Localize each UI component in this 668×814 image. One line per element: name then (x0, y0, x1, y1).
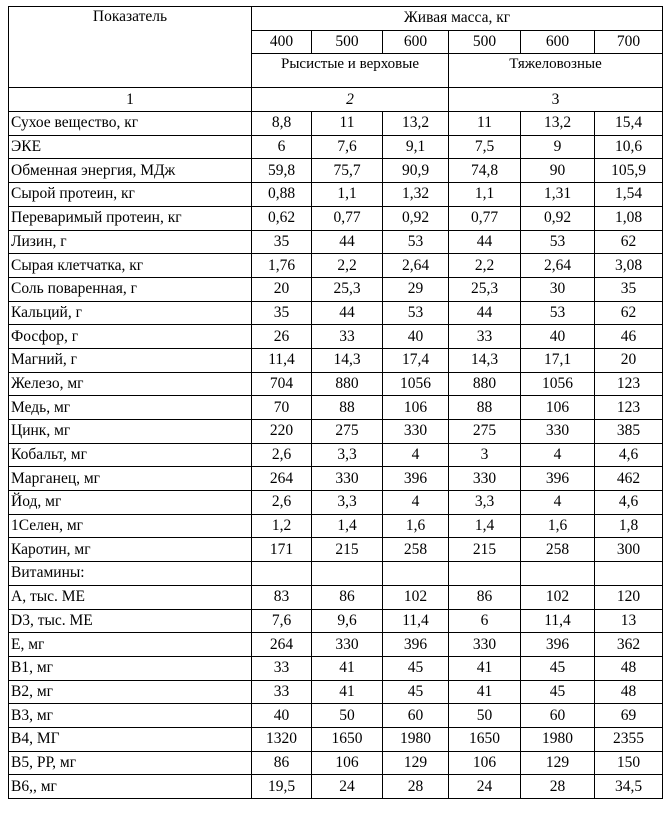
row-value: 330 (449, 633, 521, 657)
row-value: 25,3 (449, 277, 521, 301)
row-value: 62 (595, 301, 663, 325)
table-row (9, 254, 663, 278)
row-value: 45 (521, 680, 595, 704)
row-value: 462 (595, 467, 663, 491)
row-value: 41 (449, 656, 521, 680)
row-value: 1,6 (521, 514, 595, 538)
table-row (9, 277, 663, 301)
row-value: 1980 (383, 727, 449, 751)
row-value: 11,4 (252, 348, 312, 372)
row-value: 275 (312, 420, 383, 444)
row-value: 120 (595, 585, 663, 609)
row-value: 129 (521, 751, 595, 775)
row-value: 88 (312, 396, 383, 420)
row-value: 264 (252, 633, 312, 657)
row-label: Железо, мг (9, 372, 252, 396)
row-value: 2,64 (521, 254, 595, 278)
row-label: Марганец, мг (9, 467, 252, 491)
row-label: Цинк, мг (9, 420, 252, 444)
row-value: 48 (595, 680, 663, 704)
row-label: Сырая клетчатка, кг (9, 254, 252, 278)
row-value: 330 (312, 467, 383, 491)
row-value: 4 (383, 443, 449, 467)
header-parameter: Показатель (9, 7, 252, 88)
row-value: 1056 (521, 372, 595, 396)
row-label: Сырой протеин, кг (9, 183, 252, 207)
header-weight-500: 500 (312, 30, 383, 54)
row-label: В2, мг (9, 680, 252, 704)
row-value: 106 (449, 751, 521, 775)
row-value: 19,5 (252, 775, 312, 799)
table-row (9, 443, 663, 467)
row-value: 14,3 (312, 348, 383, 372)
row-label: Магний, г (9, 348, 252, 372)
row-value: 14,3 (449, 348, 521, 372)
row-label: В6,, мг (9, 775, 252, 799)
row-value: 1,08 (595, 206, 663, 230)
row-value: 48 (595, 656, 663, 680)
row-value: 4 (521, 491, 595, 515)
row-value: 0,92 (383, 206, 449, 230)
row-value: 0,77 (449, 206, 521, 230)
table-row (9, 491, 663, 515)
row-value: 4,6 (595, 491, 663, 515)
row-label: 1Селен, мг (9, 514, 252, 538)
row-value: 1,2 (252, 514, 312, 538)
row-value: 1,8 (595, 514, 663, 538)
row-value: 106 (383, 396, 449, 420)
row-value: 34,5 (595, 775, 663, 799)
row-value: 41 (312, 656, 383, 680)
row-label: Переваримый протеин, кг (9, 206, 252, 230)
row-value: 45 (383, 656, 449, 680)
table-row (9, 514, 663, 538)
table-body (9, 112, 663, 799)
row-value: 90,9 (383, 159, 449, 183)
row-value (449, 562, 521, 586)
row-value: 28 (521, 775, 595, 799)
table-row (9, 585, 663, 609)
row-value: 1,6 (383, 514, 449, 538)
row-value: 6 (252, 135, 312, 159)
row-value: 44 (449, 230, 521, 254)
row-value: 86 (449, 585, 521, 609)
row-value: 90 (521, 159, 595, 183)
row-value: 171 (252, 538, 312, 562)
row-label: В5, РР, мг (9, 751, 252, 775)
table-row (9, 633, 663, 657)
row-value: 275 (449, 420, 521, 444)
row-value: 2,2 (449, 254, 521, 278)
row-value: 102 (383, 585, 449, 609)
table-row (9, 159, 663, 183)
row-value: 1980 (521, 727, 595, 751)
row-value: 45 (521, 656, 595, 680)
index-col-1: 1 (9, 88, 252, 112)
table-row (9, 325, 663, 349)
row-value: 40 (383, 325, 449, 349)
row-value: 258 (383, 538, 449, 562)
row-value: 396 (383, 633, 449, 657)
header-group-draft: Тяжеловозные (449, 54, 663, 88)
header-weight-600-heavy: 600 (521, 30, 595, 54)
row-value: 86 (252, 751, 312, 775)
row-value: 0,77 (312, 206, 383, 230)
row-value: 53 (521, 301, 595, 325)
table-row (9, 420, 663, 444)
row-value: 13,2 (521, 112, 595, 136)
row-value: 60 (521, 704, 595, 728)
row-value: 2,2 (312, 254, 383, 278)
row-value: 17,1 (521, 348, 595, 372)
row-value: 9 (521, 135, 595, 159)
row-label: В4, МГ (9, 727, 252, 751)
row-value: 13,2 (383, 112, 449, 136)
row-value: 4,6 (595, 443, 663, 467)
row-value: 123 (595, 396, 663, 420)
row-value: 28 (383, 775, 449, 799)
row-value: 1650 (312, 727, 383, 751)
table-row (9, 727, 663, 751)
row-value: 330 (383, 420, 449, 444)
row-value: 41 (449, 680, 521, 704)
row-value: 9,1 (383, 135, 449, 159)
row-value: 44 (312, 301, 383, 325)
row-label: Йод, мг (9, 491, 252, 515)
table-row (9, 396, 663, 420)
row-value: 264 (252, 467, 312, 491)
row-value: 7,6 (252, 609, 312, 633)
row-value: 7,6 (312, 135, 383, 159)
row-value: 0,62 (252, 206, 312, 230)
row-value: 35 (595, 277, 663, 301)
row-value: 44 (312, 230, 383, 254)
row-label: Обменная энергия, МДж (9, 159, 252, 183)
row-value: 2,6 (252, 443, 312, 467)
row-value: 2,64 (383, 254, 449, 278)
row-value: 11 (312, 112, 383, 136)
row-value: 29 (383, 277, 449, 301)
row-label: Е, мг (9, 633, 252, 657)
table-row (9, 751, 663, 775)
row-value: 150 (595, 751, 663, 775)
row-value: 44 (449, 301, 521, 325)
row-value: 13 (595, 609, 663, 633)
row-value: 123 (595, 372, 663, 396)
row-value: 11,4 (383, 609, 449, 633)
row-value: 4 (383, 491, 449, 515)
row-value: 33 (252, 656, 312, 680)
row-value: 396 (521, 633, 595, 657)
row-value: 105,9 (595, 159, 663, 183)
header-live-weight: Живая масса, кг (252, 7, 663, 31)
row-value: 50 (312, 704, 383, 728)
row-value: 26 (252, 325, 312, 349)
row-label: Каротин, мг (9, 538, 252, 562)
row-value: 102 (521, 585, 595, 609)
row-value (595, 562, 663, 586)
row-value: 69 (595, 704, 663, 728)
group-trotters-label: Рысистые и верховые (281, 56, 419, 73)
row-value: 1,54 (595, 183, 663, 207)
table-row (9, 206, 663, 230)
row-value: 1,76 (252, 254, 312, 278)
row-value: 8,8 (252, 112, 312, 136)
table-row (9, 301, 663, 325)
table-row (9, 183, 663, 207)
row-value: 2,6 (252, 491, 312, 515)
row-value: 330 (521, 420, 595, 444)
table-row (9, 775, 663, 799)
index-col-2: 2 (252, 88, 449, 112)
row-label: Соль поваренная, г (9, 277, 252, 301)
row-value: 330 (312, 633, 383, 657)
row-value: 7,5 (449, 135, 521, 159)
table-row (9, 704, 663, 728)
row-value: 330 (449, 467, 521, 491)
row-label: А, тыс. МЕ (9, 585, 252, 609)
row-value (521, 562, 595, 586)
row-value: 40 (252, 704, 312, 728)
row-value: 35 (252, 301, 312, 325)
row-value: 45 (383, 680, 449, 704)
row-value: 3,3 (312, 491, 383, 515)
row-value: 59,8 (252, 159, 312, 183)
row-value: 220 (252, 420, 312, 444)
table-row (9, 680, 663, 704)
row-value: 33 (312, 325, 383, 349)
row-label: В1, мг (9, 656, 252, 680)
row-value: 1,4 (312, 514, 383, 538)
row-value: 300 (595, 538, 663, 562)
row-value: 1320 (252, 727, 312, 751)
row-value: 704 (252, 372, 312, 396)
row-label: Сухое вещество, кг (9, 112, 252, 136)
row-value: 25,3 (312, 277, 383, 301)
row-value: 35 (252, 230, 312, 254)
table-row (9, 230, 663, 254)
row-value: 53 (383, 230, 449, 254)
row-label: Кобальт, мг (9, 443, 252, 467)
row-value (252, 562, 312, 586)
row-value: 11 (449, 112, 521, 136)
row-value: 9,6 (312, 609, 383, 633)
row-value: 20 (595, 348, 663, 372)
row-value: 6 (449, 609, 521, 633)
nutrition-norms-table (8, 6, 663, 799)
row-value: 15,4 (595, 112, 663, 136)
row-label: Витамины: (9, 562, 252, 586)
row-value: 3,3 (449, 491, 521, 515)
row-value: 74,8 (449, 159, 521, 183)
table-row (9, 135, 663, 159)
row-label: Лизин, г (9, 230, 252, 254)
row-value: 258 (521, 538, 595, 562)
row-value: 50 (449, 704, 521, 728)
row-value: 10,6 (595, 135, 663, 159)
header-weight-700-heavy: 700 (595, 30, 663, 54)
row-value: 70 (252, 396, 312, 420)
row-value: 1,1 (449, 183, 521, 207)
row-value (312, 562, 383, 586)
row-value: 3,08 (595, 254, 663, 278)
row-value: 2355 (595, 727, 663, 751)
row-label: Кальций, г (9, 301, 252, 325)
table-row (9, 538, 663, 562)
row-value (383, 562, 449, 586)
row-value: 62 (595, 230, 663, 254)
table-row (9, 609, 663, 633)
row-value: 880 (312, 372, 383, 396)
row-value: 3,3 (312, 443, 383, 467)
table-row (9, 656, 663, 680)
row-value: 24 (312, 775, 383, 799)
header-weight-400: 400 (252, 30, 312, 54)
header-group-trotters (252, 54, 449, 88)
row-value: 1056 (383, 372, 449, 396)
row-value: 215 (312, 538, 383, 562)
row-label: ЭКЕ (9, 135, 252, 159)
row-value: 40 (521, 325, 595, 349)
row-value: 53 (521, 230, 595, 254)
row-value: 41 (312, 680, 383, 704)
row-value: 11,4 (521, 609, 595, 633)
row-value: 24 (449, 775, 521, 799)
header-weight-600: 600 (383, 30, 449, 54)
row-value: 385 (595, 420, 663, 444)
row-value: 0,88 (252, 183, 312, 207)
row-label: Медь, мг (9, 396, 252, 420)
row-value: 83 (252, 585, 312, 609)
row-value: 215 (449, 538, 521, 562)
row-value: 33 (449, 325, 521, 349)
row-value: 880 (449, 372, 521, 396)
row-value: 1650 (449, 727, 521, 751)
header-weight-500-heavy: 500 (449, 30, 521, 54)
row-value: 362 (595, 633, 663, 657)
row-value: 0,92 (521, 206, 595, 230)
row-value: 396 (383, 467, 449, 491)
row-value: 20 (252, 277, 312, 301)
row-value: 106 (312, 751, 383, 775)
table-row (9, 112, 663, 136)
row-value: 129 (383, 751, 449, 775)
row-value: 86 (312, 585, 383, 609)
row-value: 60 (383, 704, 449, 728)
row-value: 30 (521, 277, 595, 301)
row-value: 1,1 (312, 183, 383, 207)
table-row (9, 562, 663, 586)
row-value: 3 (449, 443, 521, 467)
row-value: 396 (521, 467, 595, 491)
row-value: 88 (449, 396, 521, 420)
index-col-3: 3 (449, 88, 663, 112)
row-value: 4 (521, 443, 595, 467)
row-value: 53 (383, 301, 449, 325)
row-label: Фосфор, г (9, 325, 252, 349)
row-value: 1,31 (521, 183, 595, 207)
row-value: 1,32 (383, 183, 449, 207)
row-label: В3, мг (9, 704, 252, 728)
row-value: 46 (595, 325, 663, 349)
row-value: 17,4 (383, 348, 449, 372)
table-row (9, 372, 663, 396)
row-value: 33 (252, 680, 312, 704)
table-row (9, 467, 663, 491)
row-value: 75,7 (312, 159, 383, 183)
row-value: 1,4 (449, 514, 521, 538)
row-label: D3, тыс. МЕ (9, 609, 252, 633)
table-row (9, 348, 663, 372)
row-value: 106 (521, 396, 595, 420)
